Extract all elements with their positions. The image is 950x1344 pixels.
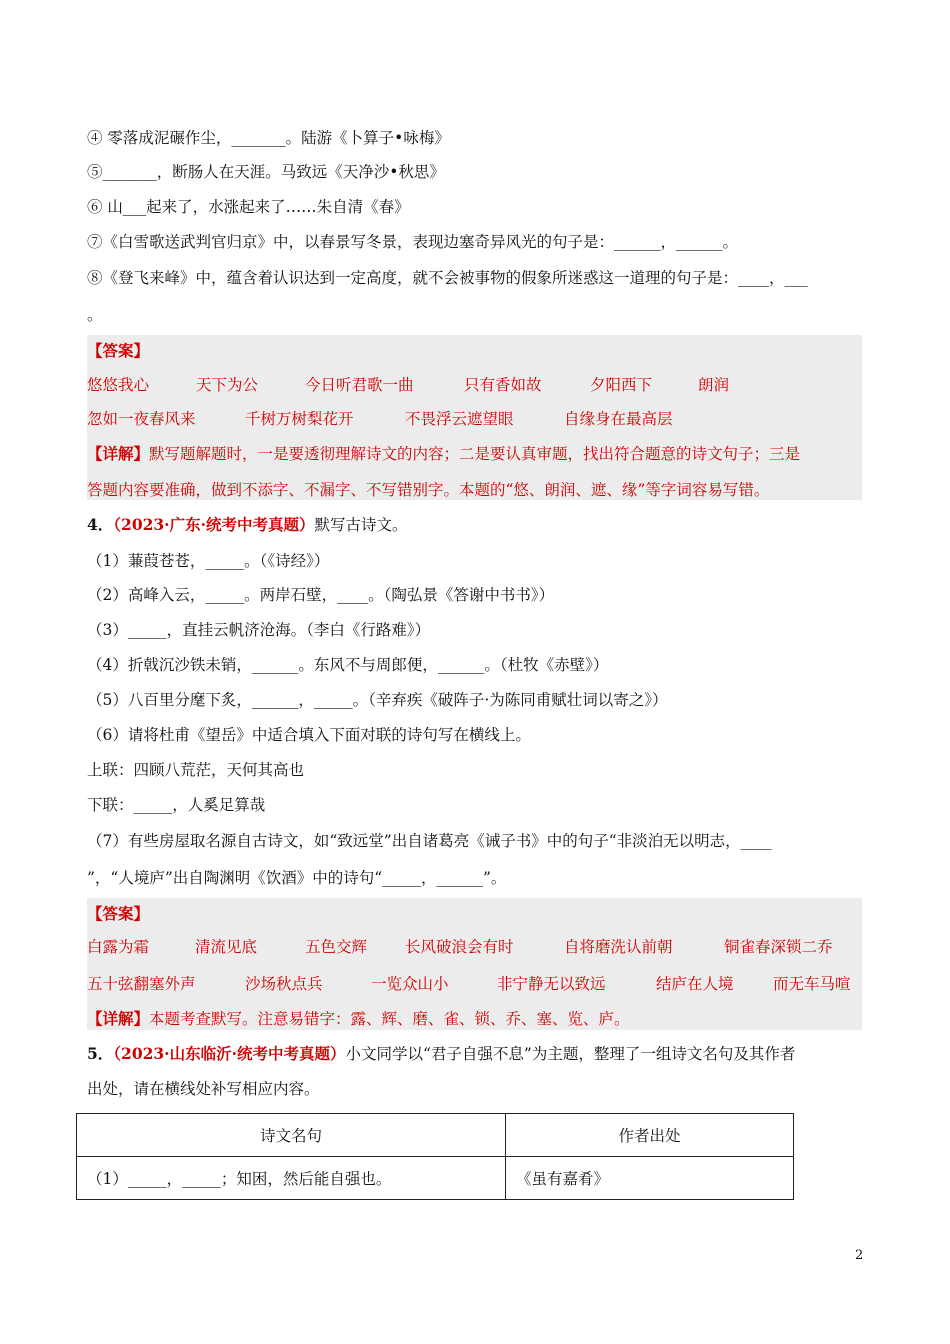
answer-item: 而无车马喧: [773, 975, 851, 993]
table-header: 作者出处: [506, 1114, 794, 1157]
answer-item: 只有香如故: [464, 376, 542, 394]
question-source: （2023·广东·统考中考真题）: [113, 515, 315, 534]
answer-label: 【答案】: [87, 904, 150, 923]
page-number: 2: [855, 1248, 864, 1263]
answer-item: 沙场秋点兵: [245, 975, 323, 993]
table-cell: 《虽有嘉肴》: [506, 1157, 794, 1200]
answer-item: 今日听君歌一曲: [305, 376, 414, 394]
question-item: 下联：_____，人奚足算哉: [87, 796, 266, 814]
answer-item: 清流见底: [195, 938, 258, 956]
question-item: （3）_____，直挂云帆济沧海。（李白《行路难》）: [87, 621, 431, 639]
table-header-row: [77, 1114, 794, 1157]
answer-item: 一览众山小: [371, 975, 449, 993]
answer-item: 五十弦翻塞外声: [87, 975, 196, 993]
question-item: （4）折戟沉沙铁未销，______。东风不与周郎便，______。（杜牧《赤壁》）: [87, 656, 609, 674]
question-item: ⑦《白雪歌送武判官归京》中，以春景写冬景，表现边塞奇异风光的句子是：______，______。: [87, 233, 739, 251]
detail-label: 【详解】: [87, 1009, 150, 1028]
answer-item: 天下为公: [196, 376, 259, 394]
answer-item: 结庐在人境: [656, 975, 734, 993]
answer-item: 不畏浮云遮望眼: [405, 410, 514, 428]
answer-item: 自缘身在最高层: [564, 410, 673, 428]
detail-line: 【详解】默写题解题时，一是要透彻理解诗文的内容；二是要认真审题，找出符合题意的诗文句子；三是: [87, 444, 801, 463]
question-item: 上联：四顾八荒茫，天何其高也: [87, 761, 305, 779]
answer-item: 朗润: [698, 376, 730, 394]
answer-label: 【答案】: [87, 341, 150, 360]
answer-item: 忽如一夜春风来: [87, 410, 196, 428]
answer-item: 长风破浪会有时: [405, 938, 514, 956]
question-item: （1）蒹葭苍苍，_____。（《诗经》）: [87, 552, 330, 570]
answer-item: 千树万树梨花开: [245, 410, 354, 428]
table-header: 诗文名句: [77, 1114, 506, 1157]
question-item: ”，“人境庐”出自陶渊明《饮酒》中的诗句“_____，______”。: [87, 869, 507, 887]
question-item: （7）有些房屋取名源自古诗文，如“致远堂”出自诸葛亮《诫子书》中的句子“非淡泊无以明志，____: [87, 832, 772, 850]
question-item: （5）八百里分麾下炙，______，_____。（辛弃疾《破阵子·为陈同甫赋壮词以寄之》）: [87, 691, 668, 709]
answer-item: 铜雀春深锁二乔: [724, 938, 833, 956]
question-text: 出处，请在横线处补写相应内容。: [87, 1080, 320, 1098]
answer-item: 白露为霜: [87, 938, 150, 956]
detail-label: 【详解】: [87, 444, 150, 463]
answer-item: 非宁静无以致远: [497, 975, 606, 993]
answer-item: 悠悠我心: [87, 376, 150, 394]
question-item: ④ 零落成泥碾作尘，_______。陆游《卜算子•咏梅》: [87, 129, 450, 147]
question-header: 5．（2023·山东临沂·统考中考真题）小文同学以“君子自强不息”为主题，整理了一组诗文名句及其作者: [87, 1044, 796, 1063]
detail-line: 【详解】本题考查默写。注意易错字：露、辉、磨、雀、锁、乔、塞、览、庐。: [87, 1009, 630, 1028]
question-item: ⑥ 山___起来了，水涨起来了……朱自清《春》: [87, 198, 410, 216]
question-header: 4．（2023·广东·统考中考真题）默写古诗文。: [87, 515, 408, 534]
poem-table: [76, 1113, 794, 1200]
answer-item: 五色交辉: [305, 938, 368, 956]
question-source: （2023·山东临沂·统考中考真题）: [113, 1044, 346, 1063]
question-item: ⑧《登飞来峰》中，蕴含着认识达到一定高度，就不会被事物的假象所迷惑这一道理的句子是：____，___: [87, 269, 808, 287]
answer-item: 自将磨洗认前朝: [564, 938, 673, 956]
question-item: （6）请将杜甫《望岳》中适合填入下面对联的诗句写在横线上。: [87, 726, 531, 744]
question-tail: 。: [87, 306, 103, 324]
question-item: ⑤_______，断肠人在天涯。马致远《天净沙•秋思》: [87, 163, 445, 181]
answer-item: 夕阳西下: [590, 376, 653, 394]
table-cell: （1）_____，_____；知困，然后能自强也。: [77, 1157, 506, 1200]
table-row: [77, 1157, 794, 1200]
detail-line: 答题内容要准确，做到不添字、不漏字、不写错别字。本题的“悠、朗润、遮、缘”等字词容易写错。: [87, 481, 770, 499]
question-item: （2）高峰入云，_____。两岸石壁，____。（陶弘景《答谢中书书》）: [87, 586, 555, 604]
